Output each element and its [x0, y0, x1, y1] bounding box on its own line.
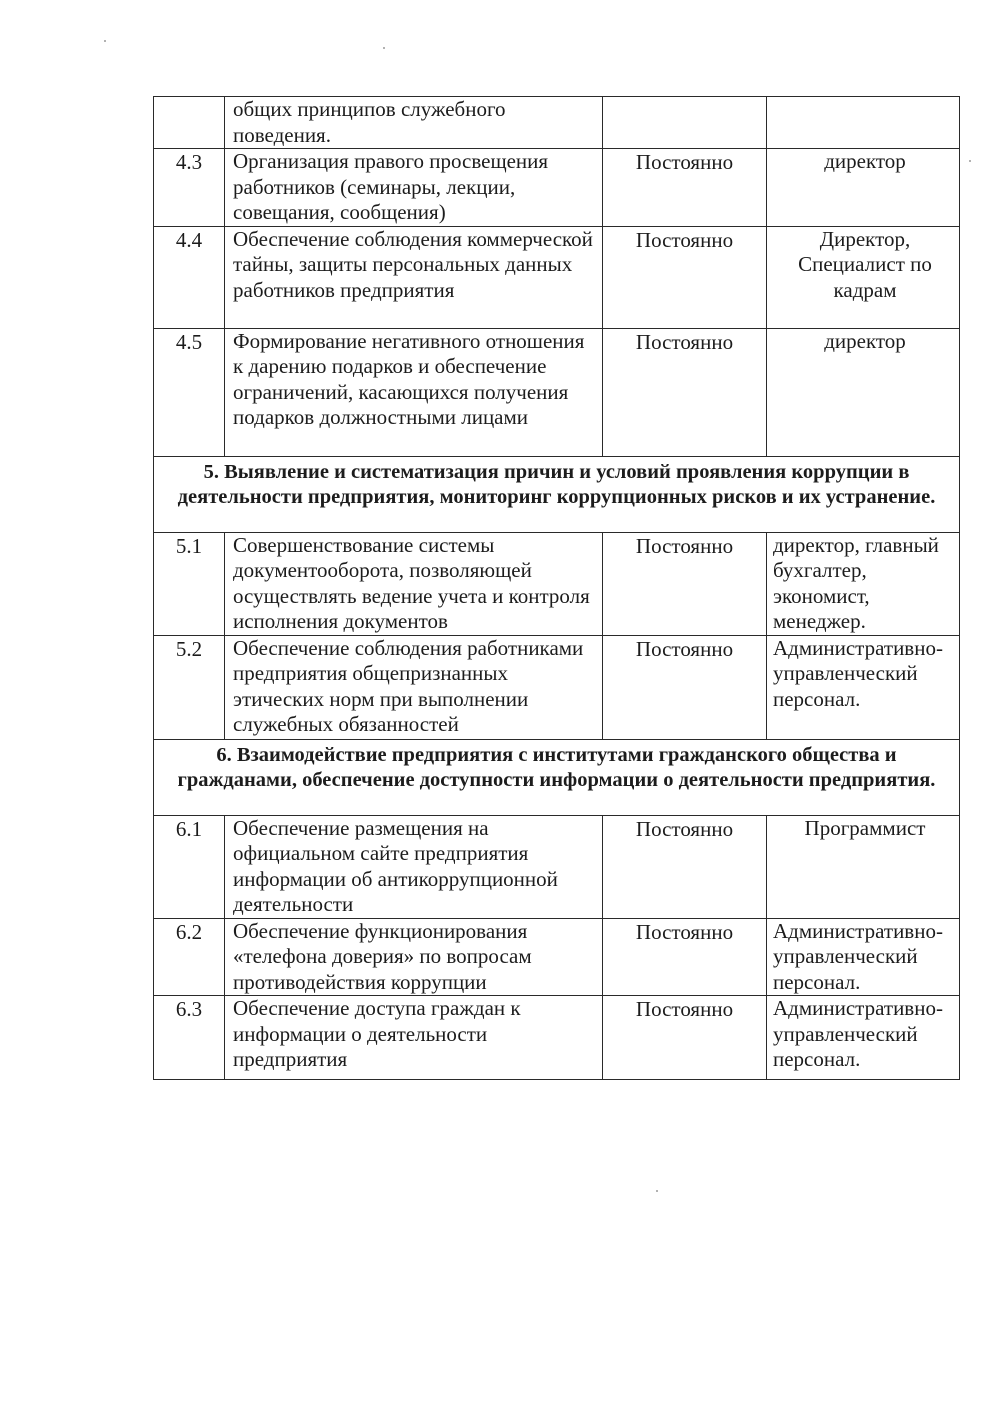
row-number-cell: 6.2: [154, 918, 225, 996]
scan-speck: [383, 47, 385, 49]
row-number-cell: 4.3: [154, 149, 225, 227]
table-row: [154, 635, 960, 739]
row-number-cell: 5.2: [154, 635, 225, 739]
term-cell: Постоянно: [603, 918, 767, 996]
section-heading-row: [154, 456, 960, 532]
responsible-cell: директор, главный бухгалтер, экономист, менеджер.: [767, 532, 960, 635]
term-cell: Постоянно: [603, 815, 767, 918]
responsible-cell: [767, 97, 960, 149]
row-number-cell: 6.3: [154, 996, 225, 1080]
anticorruption-plan-table: [153, 96, 960, 1080]
table-row: [154, 532, 960, 635]
responsible-cell: Программист: [767, 815, 960, 918]
term-cell: [603, 97, 767, 149]
activity-cell: Обеспечение доступа граждан к информации о деятельности предприятия: [225, 996, 603, 1080]
section-heading-row: [154, 739, 960, 815]
activity-cell: Организация правого просвещения работников (семинары, лекции, совещания, сообщения): [225, 149, 603, 227]
term-cell: Постоянно: [603, 226, 767, 328]
table-row: [154, 97, 960, 149]
row-number-cell: 5.1: [154, 532, 225, 635]
activity-cell: Совершенствование системы документооборота, позволяющей осуществлять ведение учета и контроля исполнения документов: [225, 532, 603, 635]
responsible-cell: Административно-управленческий персонал.: [767, 918, 960, 996]
activity-cell: Обеспечение размещения на официальном сайте предприятия информации об антикоррупционной деятельности: [225, 815, 603, 918]
term-cell: Постоянно: [603, 996, 767, 1080]
activity-cell: Формирование негативного отношения к дарению подарков и обеспечение ограничений, касающихся получения подарков должностными лицами: [225, 328, 603, 456]
activity-cell: общих принципов служебного поведения.: [225, 97, 603, 149]
table-row: [154, 149, 960, 227]
term-cell: Постоянно: [603, 328, 767, 456]
row-number-cell: [154, 97, 225, 149]
activity-cell: Обеспечение соблюдения работниками предприятия общепризнанных этических норм при выполнении служебных обязанностей: [225, 635, 603, 739]
responsible-cell: Административно-управленческий персонал.: [767, 635, 960, 739]
term-cell: Постоянно: [603, 532, 767, 635]
activity-cell: Обеспечение функционирования «телефона доверия» по вопросам противодействия коррупции: [225, 918, 603, 996]
responsible-cell: директор: [767, 149, 960, 227]
activity-cell: Обеспечение соблюдения коммерческой тайны, защиты персональных данных работников предприятия: [225, 226, 603, 328]
term-cell: Постоянно: [603, 149, 767, 227]
table-row: [154, 815, 960, 918]
row-number-cell: 4.4: [154, 226, 225, 328]
table-row: [154, 328, 960, 456]
section-6-heading: 6. Взаимодействие предприятия с институтами гражданского общества и гражданами, обеспечение доступности информации о деятельности предприятия.: [154, 739, 960, 815]
row-number-cell: 6.1: [154, 815, 225, 918]
table-row: [154, 918, 960, 996]
table-row: [154, 226, 960, 328]
row-number-cell: 4.5: [154, 328, 225, 456]
responsible-cell: директор: [767, 328, 960, 456]
table-row: [154, 996, 960, 1080]
scan-speck: [104, 40, 106, 42]
section-5-heading: 5. Выявление и систематизация причин и условий проявления коррупции в деятельности предприятия, мониторинг коррупционных рисков и их устранение.: [154, 456, 960, 532]
scan-speck: [969, 160, 971, 162]
responsible-cell: Директор, Специалист по кадрам: [767, 226, 960, 328]
term-cell: Постоянно: [603, 635, 767, 739]
scan-speck: [656, 1190, 658, 1192]
responsible-cell: Административно-управленческий персонал.: [767, 996, 960, 1080]
